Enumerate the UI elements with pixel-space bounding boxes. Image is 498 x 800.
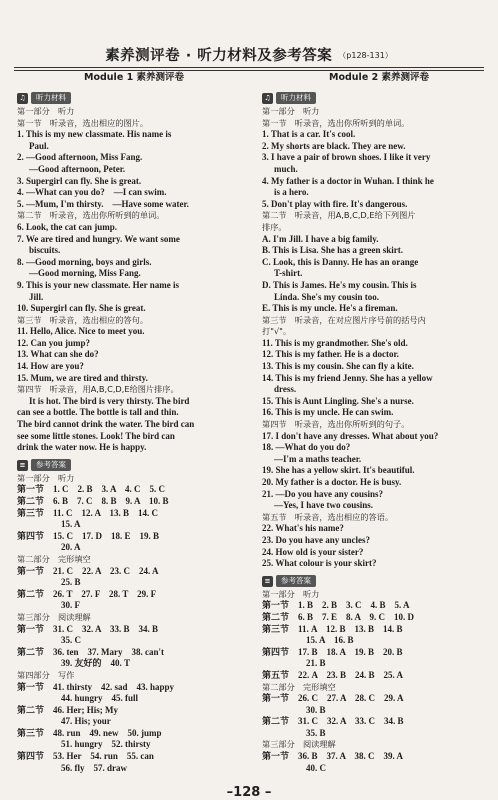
text-line: —Good afternoon, Peter. [29,163,126,174]
text-line: 8. —Good morning, boys and girls. [17,256,152,267]
text-line: 第三节 48. run 49. new 50. jump [17,727,162,738]
text-line: 7. We are tired and hungry. We want some [17,233,180,244]
text-line: 2. My shorts are black. They are new. [262,140,406,151]
text-line: see some little stones. Look! The bird can [17,430,175,441]
text-line: 4. —What can you do? —I can swim. [17,187,167,198]
text-line: 第二部分 完形填空 [262,681,336,692]
text-line: 14. How are you? [17,361,84,372]
text-line: 25. B [61,577,81,588]
text-line: 第二节 6. B 7. C 8. B 9. A 10. B [17,496,169,506]
text-line: 第一部分 听力 [17,472,75,483]
page-number: –128 – [226,785,272,800]
answer-tag: ≡ 参考答案 [262,575,316,587]
text-line: 21. —Do you have any cousins? [262,488,384,499]
text-line: 第一节 26. C 27. A 28. C 29. A [262,693,404,704]
text-line: drink the water now. He is happy. [17,442,147,453]
text-line: C. Look, this is Danny. He has an orange [262,256,419,267]
text-line: 15. A [61,519,81,530]
text-line: D. This is James. He's my cousin. This is [262,279,417,290]
text-line: —Good morning, Miss Fang. [29,268,141,279]
text-line: 第一节 1. C 2. B 3. A 4. C 5. C [17,484,166,495]
text-line: Paul. [29,140,49,151]
text-line: 第三节 听录音，选出相应的答句。 [17,314,149,325]
text-line: 第一部分 听力 [17,106,75,116]
text-line: 排序。 [262,221,287,232]
text-line: 16. This is my uncle. He can swim. [262,407,394,418]
text-line: 第四节 53. Her 54. run 55. can [17,751,154,762]
text-line: The bird cannot drink the water. The bird can [17,419,195,430]
module-1-title: Module 1 素养测评卷 [84,72,184,83]
text-line: 第一节 21. C 22. A 23. C 24. A [17,565,159,576]
text-line: 3. Supergirl can fly. She is great. [17,175,142,186]
text-line: 第三节 11. A 12. B 13. B 14. B [262,623,403,634]
text-line: 第一节 36. B 37. A 38. C 39. A [262,751,404,762]
text-line: 15. Mum, we are tired and thirsty. [17,372,148,383]
text-line: 35. B [306,727,326,738]
text-line: 1. That is a car. It's cool. [262,129,356,140]
text-line: 20. A [61,542,81,553]
text-line: 25. What colour is your skirt? [262,558,377,569]
text-line: Linda. She's my cousin too. [274,291,380,302]
text-line: E. This is my uncle. He's a fireman. [262,303,398,314]
text-line: 第二节 听录音，选出你所听到的单词。 [17,210,165,221]
text-line: is a hero. [274,187,309,198]
text-line: 第二节 听录音，用A,B,C,D,E给下列图片 [262,210,416,221]
text-line: 3. I have a pair of brown shoes. I like it very [262,152,431,163]
text-line: 第三部分 阅读理解 [17,611,91,622]
answer-key [17,473,251,774]
text-line: 40. C [306,762,326,773]
text-line: 39. 友好的 40. T [61,658,131,669]
text-line: 第二节 31. C 32. A 33. C 34. B [262,716,404,727]
text-line: 30. F [61,600,80,611]
text-line: 第一节 41. thirsty 42. sad 43. happy [17,681,175,692]
text-line: 35. C [61,635,81,646]
text-line: 第三节 11. C 12. A 13. B 14. C [17,507,159,518]
text-line: dress. [274,384,297,395]
list-icon: ≡ [17,460,28,471]
listening-material [262,106,496,570]
column-module-2 [262,71,496,779]
text-line: 20. My father is a doctor. He is busy. [262,477,402,487]
text-line: 1. This is my new classmate. His name is [17,129,172,140]
answer-key [262,589,496,775]
text-line: 第五节 22. A 23. B 24. B 25. A [262,669,404,680]
text-line: B. This is Lisa. She has a green skirt. [262,245,403,256]
text-line: 第三节 听录音，在对应图片序号前的括号内 [262,314,426,325]
text-line: 11. This is my grandmother. She's old. [262,337,408,348]
text-line: 13. What can she do? [17,349,99,360]
text-line: 5. Don't play with fire. It's dangerous. [262,198,408,209]
text-line: 19. She has a yellow skirt. It's beautiful. [262,465,415,476]
list-icon: ≡ [262,576,273,587]
text-line: 第二节 36. ten 37. Mary 38. can't [17,646,164,657]
headphones-icon: ♫ [17,93,28,104]
text-line: 第二节 6. B 7. E 8. A 9. C 10. D [262,611,415,622]
text-line: 12. This is my father. He is a doctor. [262,349,399,360]
module-2-title: Module 2 素养测评卷 [329,72,429,83]
answer-tag: ≡ 参考答案 [17,459,71,471]
listening-material [17,106,251,454]
listening-tag: ♫ 听力材料 [17,92,71,104]
page-range: （p128-131） [338,51,393,60]
page-header [0,44,498,66]
text-line: 第四节 听录音，选出你所听到的句子。 [262,419,410,430]
text-line: 11. Hello, Alice. Nice to meet you. [17,326,145,337]
text-line: 第一节 1. B 2. B 3. C 4. B 5. A [262,600,410,611]
text-line: 第一节 31. C 32. A 33. B 34. B [17,623,159,634]
page-title: 素养测评卷 · 听力材料及参考答案 [105,48,333,64]
text-line: —I'm a maths teacher. [274,453,362,464]
headphones-icon: ♫ [262,93,273,104]
text-line: 第四节 17. B 18. A 19. B 20. B [262,646,403,657]
text-line: 打"√"。 [262,326,292,337]
text-line: 10. Supergirl can fly. She is great. [17,303,146,314]
text-line: 9. This is your new classmate. Her name is [17,279,180,290]
text-line: can see a bottle. The bottle is tall and thin. [17,407,179,418]
text-line: 第四节 15. C 17. D 18. E 19. B [17,530,160,541]
text-line: 15. This is Aunt Lingling. She's a nurse. [262,395,414,406]
text-line: 22. What's his name? [262,523,344,534]
text-line: 第一部分 听力 [262,588,320,599]
text-line: 第四节 听录音，用A,B,C,D,E给图片排序。 [17,384,179,395]
text-line: biscuits. [29,245,61,256]
text-line: T-shirt. [274,268,303,279]
text-line: 第一部分 听力 [262,106,320,116]
text-line: 2. —Good afternoon, Miss Fang. [17,152,143,163]
text-line: 13. This is my cousin. She can fly a kite. [262,361,414,372]
text-line: —Yes, I have two cousins. [274,500,374,511]
text-line: 30. B [306,704,326,715]
text-line: 第三部分 阅读理解 [262,739,336,750]
text-line: 56. fly 57. draw [61,762,127,773]
text-line: 第一节 听录音，选出你所听到的单词。 [262,117,410,128]
text-line: 21. B [306,658,326,669]
text-line: 47. His; your [61,716,111,727]
header-rule [14,67,484,68]
text-line: 14. This is my friend Jenny. She has a yellow [262,372,433,383]
text-line: 5. —Mum, I'm thirsty. —Have some water. [17,198,189,209]
text-line: A. I'm Jill. I have a big family. [262,233,379,244]
text-line: 51. hungry 52. thirsty [61,739,151,750]
text-line: 第二节 46. Her; His; My [17,704,118,715]
text-line: 第二部分 完形填空 [17,553,91,564]
column-module-1 [17,71,251,779]
text-line: 第一节 听录音，选出相应的图片。 [17,117,149,128]
text-line: 24. How old is your sister? [262,546,364,557]
text-line: 第五节 听录音，选出相应的答语。 [262,511,394,522]
text-line: 第二节 26. T 27. F 28. T 29. F [17,588,157,599]
text-line: much. [274,163,298,174]
text-line: 6. Look, the cat can jump. [17,221,118,232]
text-line: 18. —What do you do? [262,442,351,453]
text-line: 44. hungry 45. full [61,693,139,704]
listening-tag: ♫ 听力材料 [262,92,316,104]
text-line: 23. Do you have any uncles? [262,534,371,545]
text-line: 17. I don't have any dresses. What about you? [262,430,439,441]
text-line: It is hot. The bird is very thirsty. The bird [29,395,190,406]
text-line: 4. My father is a doctor in Wuhan. I think he [262,175,434,186]
text-line: 第四部分 写作 [17,669,75,680]
text-line: 15. A 16. B [306,635,354,646]
text-line: 12. Can you jump? [17,337,91,348]
text-line: Jill. [29,291,44,302]
